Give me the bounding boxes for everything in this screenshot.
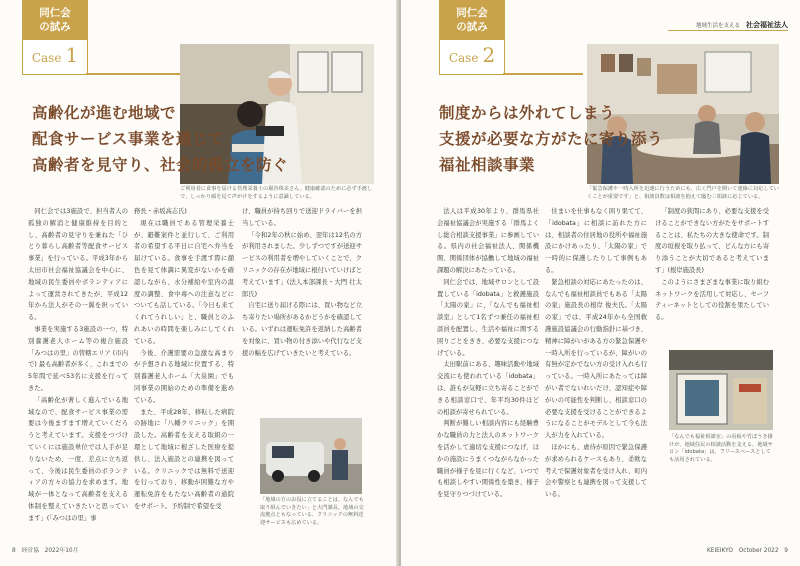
case-tag-number: Case 1 <box>31 43 79 67</box>
body-column-3: 「制度の狭間にあり、必要な支援を受けることができない方がたをサポートすることは、私たちの大きな使命です。制度の垣根を取り払って、どんな方にも寄り添うことが大切であると考えています」(根岸施設長) このようにさまざまな事業に取り組むネットワークを活用して対応し、セーフティーネットとしての役割を果たしている。 <box>655 208 769 322</box>
photo2-caption: 「なんでも福祉相談室」の看板や竹ぼうき掛けが、地域住民の相談活動を支える。地域サロン「idobata」は、フリースペースとしても活用されている。 <box>669 434 773 463</box>
right-page <box>401 0 800 566</box>
tag-rule <box>86 73 180 75</box>
case-tag <box>439 0 505 75</box>
running-header: 地域生活を支える 社会福祉法人 <box>695 21 788 29</box>
case-tag-number: Case 2 <box>448 43 496 67</box>
headline: 制度からは外れてしまう 支援が必要な方がたに寄り添う 福祉相談事業 <box>439 103 664 174</box>
folio-left: 8 経営協 2022年10月 <box>12 548 79 554</box>
body-column-1: 同仁会では3施設で、担当者人の孤独の解消と健康維持を目的とし、高齢者の見守りを兼ねた「ひとり暮らし高齢者等配食サービス事業」を行っている。平成3年から太田市社会福祉協議会を中心に、地域の民生委員やボランティアによって運営されてきたが、平成12年から法人がその一翼を担っている。 事業を実施する3施設の一つ、特別養護老人ホーム等の複合施設「みつはの里」の管轄エリア (市内で) 最も高齢者が多く、これまでの5年間で延べ53名に支援を行ってきた。 「高齢化が著しく進んでいる地域なので、配食サービス事業の需要は今後ますます増えていくだろうと考えています。支援をつづけていくには施設単位では人手が足りないため、一度、差点に立ち返って、今後は民生委員のボランティアの方々の協力を求めます。地域が一体となって高齢者を支える体制を整えていきたいと思っています」(「みつはの里」事 <box>28 208 128 522</box>
left-page <box>0 0 399 566</box>
body-column-2: 住まいを仕事もなく困り果てて、「idobata」に相談に訪れた方には、相談者の住居地の役所や福祉施設にかけあったり、「太陽の家」で一時的に保護したりして事例もある。 緊急相談の対応にあたったのは、なんでも福祉相談員でもある「太陽の家」施設長の根岸 俊夫氏。「太陽の家」では、平成24年から全国救護施設協議会の行動指針に基づき、精神に障がいがある方の緊急保護や一時入所を行っているが、障がいの有無が定かでない方の受け入れも行っている。一時入所にあたっては障がい者でないれいだけ、認知症や障がいの可能性を判断し、相談窓口の必要な支援を受けることができるようになることがモデルとして今も法人が力を入れている。 ほかにも、虐待が原因で緊急保護が求められるケースもあり、柔軟な考えで保護対象者を受け入れ、町内会や警察とも連携を図って支援している。 <box>545 208 647 499</box>
tag-rule <box>503 73 583 75</box>
photo-caption: ご利用者に食事を届ける管理栄養士の堀谷珠美さん。健康確認のために必ず手渡しで、しっかり顔を見て声がけをするように意識している。 <box>180 186 373 200</box>
photo-clinic-car <box>260 418 362 494</box>
photo-caption: 「緊急保護や一時入所を迅速に行うためにも、広く門戸を開いて連絡に対応していくことが重要です」と、相談員数は相談を抱えて臨む三相談に応じている。 <box>587 186 779 200</box>
case-tag-org: 同仁会 の試み <box>440 0 504 40</box>
photo2-caption: 「地域の方のお役に立てることは、なんでも取り組んでいきたい」と大門課長。地域の交流拠点ともなっている、クリニックの無料送迎サービスも広めている。 <box>260 497 364 526</box>
body-column-2: 務長・赤坂高志氏) 現在は職員である管理栄養士が、避難案件と並行して、ご利用者の希望する平日に自宅へ弁当を届けている。食事を手渡す際に顔色を見て体調に異変がないかを確認しながら、水分補給や室内の温度の調整、食中毒への注意などについても話している。「今日も来てくれてうれしい」と、職員とのふれあいの時間を楽しみにしてくれている。 今後、介護需要の急激な高まりが予想される地域に位置する、特別養護老人ホーム「大泉園」でも同事業の開始のための準備を進めている。 また、平成28年、移転した病院の跡地に「八幡クリニック」を開設した。高齢者を支える取組の一環として地域に根ざした医療を提供し、法人施設との連携を図っている。クリニックでは無料で送迎を行っており、移動が困難な方や運転免許をもたない高齢者の通院をサポート。予約制で希望を受 <box>134 208 234 510</box>
header-rule <box>668 30 788 31</box>
case-tag <box>22 0 88 75</box>
body-column-1: 法人は平成30年より、群馬県社会福祉協議会が実施する「群馬よくし総合相談支援事業」に参画している。県内の社会福祉法人、関係機関、関係団体が協働して地域の福祉課題の解決にあたっている。 同仁会では、地域サロンとして設置している「idobata」と救護施設「太陽の家」に、「なんでも福祉相談室」として1名ずつ兼任の福祉相談員を配置し、生活や福祉に関する困りごとをきき、必要な支援につなげている。 太田駅前にある、趣味活動や地域交流にも使われている「idobata」は、誰もが気軽に立ち寄ることができる相談窓口で、年平均30件ほどの相談が寄せられている。 判断が難しい相談内容にも経験豊かな職員の力と法人のネットワークを活かして適切な支援につなげ、ほかの施設にうまくつながらなかった職員が様子を見に行くなど、いつでも相談しやすい関係性を築き、様子を見守りつづけている。 <box>437 208 539 499</box>
folio-right: KEIEIKYO October 2022 9 <box>706 548 788 554</box>
body-column-3: け、職員が持ち回りで送迎ドライバーを担当している。 「令和2年の秋に始め、翌年は12名の方が利用されました。少しずつですが送迎サービスの利用者を増やしていくことで、クリニックの存在が地域に根付いていけばと考えています」(法人本部課長・大門 壮太郎氏) 自宅に送り届ける際には、買い物など立ち寄りたい場所があるかどうかを確認している。いずれは運転免許を返納した高齢者を対象に、買い物の付き添いや代行など支援の幅を広げていきたいと考えている。 <box>242 208 362 357</box>
headline: 高齢化が進む地域で 配食サービス事業を通じて 高齢者を見守り、社会的孤立を防ぐ <box>32 103 289 174</box>
photo-idobata <box>669 350 773 430</box>
case-tag-org: 同仁会 の試み <box>23 0 87 40</box>
